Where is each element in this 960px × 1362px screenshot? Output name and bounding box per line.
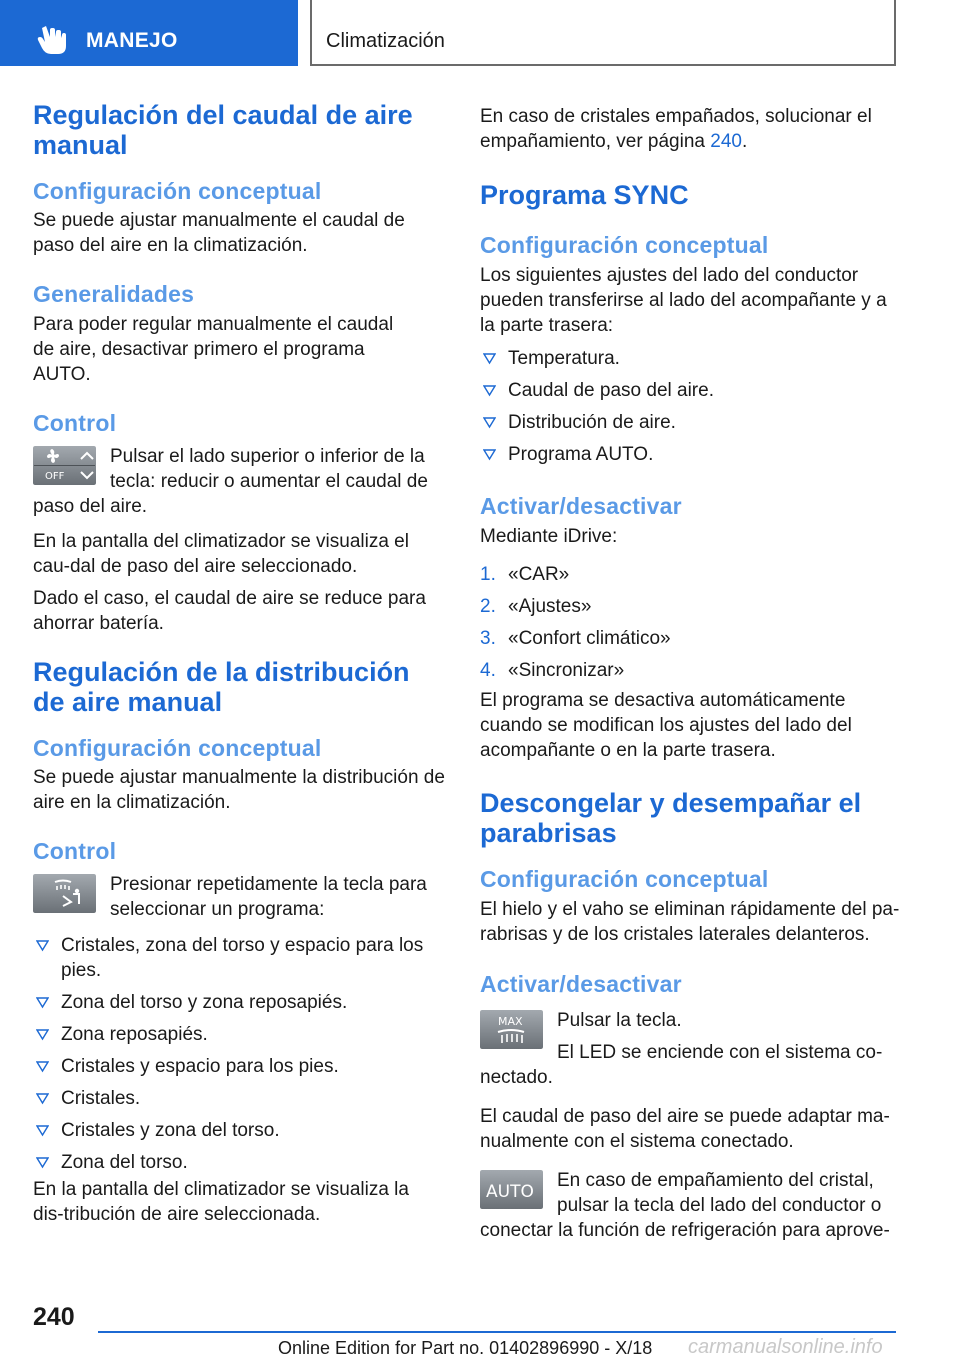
edition-text: Online Edition for Part no. 01402896990 - X/18 — [278, 1338, 653, 1358]
para-led: El LED se enciende con el sistema co-nectado. — [480, 1042, 883, 1088]
para-auto: En caso de empañamiento del cristal, pulsar la tecla del lado del conductor o conectar la función de refrigeración para aprove- — [480, 1170, 890, 1241]
list-item: Cristales, zona del torso y espacio para los pies. — [33, 933, 447, 983]
para-pantalla-1: En la pantalla del climatizador se visualiza el cau-dal de paso del aire seleccionado. — [33, 531, 409, 577]
footer-divider — [98, 1331, 896, 1333]
watermark: carmanualsonline.info — [688, 1336, 883, 1358]
max-key-paragraph — [480, 1008, 900, 1090]
chapter-title-box — [310, 0, 896, 66]
auto-key-icon — [480, 1170, 543, 1209]
left-column — [33, 100, 447, 1227]
subheading-sync-concept: Configuración conceptual — [480, 232, 769, 258]
sync-list — [480, 346, 900, 467]
heading-caudal-manual: Regulación del caudal de aire manual — [33, 100, 413, 160]
page-header — [0, 0, 960, 66]
section-label: MANEJO — [86, 29, 178, 52]
list-item: Zona del torso. — [33, 1150, 447, 1175]
max-defrost-key-icon — [480, 1010, 543, 1049]
subheading-control-1: Control — [33, 410, 117, 436]
right-column — [480, 104, 900, 1243]
list-item: 2. «Ajustes» — [480, 596, 592, 617]
fan-key-paragraph — [33, 444, 447, 519]
idrive-steps — [480, 562, 900, 683]
fan-speed-key-icon — [33, 446, 96, 485]
para-sync-concept: Los siguientes ajustes del lado del conductor pueden transferirse al lado del acompañante y a la parte trasera: — [480, 265, 887, 336]
list-item: Cristales. — [33, 1086, 447, 1111]
svg-text:OFF: OFF — [45, 471, 65, 482]
triangle-bullet-icon — [36, 1027, 49, 1041]
para-descong-concept: El hielo y el vaho se eliminan rápidamente del pa-rabrisas y de los cristales laterales delanteros. — [480, 899, 900, 945]
para-control-2: Presionar repetidamente la tecla para seleccionar un programa: — [110, 874, 427, 920]
list-item: Caudal de paso del aire. — [480, 378, 900, 403]
triangle-bullet-icon — [483, 383, 496, 397]
page-number: 240 — [33, 1303, 75, 1331]
para-generalidades: Para poder regular manualmente el caudal de aire, desactivar primero el programa AUTO. — [33, 314, 394, 385]
heading-distribucion: Regulación de la distribución de aire manual — [33, 657, 410, 717]
hand-pointer-icon — [36, 24, 70, 56]
list-item: Zona del torso y zona reposapiés. — [33, 990, 447, 1015]
para-pantalla-2: En la pantalla del climatizador se visualiza la dis-tribución de aire seleccionada. — [33, 1179, 409, 1225]
para-dado-caso: Dado el caso, el caudal de aire se reduce para ahorrar batería. — [33, 588, 426, 634]
subheading-generalidades: Generalidades — [33, 281, 195, 307]
triangle-bullet-icon — [36, 995, 49, 1009]
subheading-activar-1: Activar/desactivar — [480, 493, 682, 519]
subheading-control-2: Control — [33, 838, 117, 864]
subheading-distrib-concept: Configuración conceptual — [33, 735, 322, 761]
chapter-title: Climatización — [326, 30, 445, 52]
air-distribution-key-icon — [33, 874, 96, 913]
list-item: 4. «Sincronizar» — [480, 660, 625, 681]
para-caudal-concept: Se puede ajustar manualmente el caudal de paso del aire en la climatización. — [33, 210, 405, 256]
svg-text:AUTO: AUTO — [486, 1182, 534, 1202]
triangle-bullet-icon — [36, 1059, 49, 1073]
para-control-1: Pulsar el lado superior o inferior de la tecla: reducir o aumentar el caudal de paso del aire. — [33, 446, 428, 517]
list-item: 3. «Confort climático» — [480, 628, 671, 649]
page-reference-link[interactable]: 240 — [710, 131, 742, 152]
distribution-key-paragraph — [33, 872, 447, 922]
list-item: Cristales y zona del torso. — [33, 1118, 447, 1143]
para-empanados: En caso de cristales empañados, solucionar el empañamiento, ver página 240. — [480, 106, 872, 152]
list-item: Distribución de aire. — [480, 410, 900, 435]
program-list — [33, 933, 447, 1175]
para-idrive: Mediante iDrive: — [480, 526, 618, 547]
heading-sync: Programa SYNC — [480, 180, 689, 210]
heading-descongelar: Descongelar y desempañar el parabrisas — [480, 788, 862, 848]
subheading-activar-2: Activar/desactivar — [480, 971, 682, 997]
list-item: Zona reposapiés. — [33, 1022, 447, 1047]
triangle-bullet-icon — [36, 938, 49, 952]
triangle-bullet-icon — [483, 447, 496, 461]
list-item: Temperatura. — [480, 346, 900, 371]
svg-text:MAX: MAX — [498, 1015, 523, 1028]
list-item: Cristales y espacio para los pies. — [33, 1054, 447, 1079]
triangle-bullet-icon — [36, 1123, 49, 1137]
para-sync-off: El programa se desactiva automáticamente cuando se modifican los ajustes del lado del acompañante o en la parte trasera. — [480, 690, 852, 761]
triangle-bullet-icon — [36, 1091, 49, 1105]
list-item: Programa AUTO. — [480, 442, 900, 467]
auto-key-paragraph — [480, 1168, 900, 1243]
para-caudal-adapt: El caudal de paso del aire se puede adaptar ma-nualmente con el sistema conectado. — [480, 1106, 890, 1152]
subheading-caudal-concept: Configuración conceptual — [33, 178, 322, 204]
triangle-bullet-icon — [36, 1155, 49, 1169]
triangle-bullet-icon — [483, 351, 496, 365]
para-distrib-concept: Se puede ajustar manualmente la distribución de aire en la climatización. — [33, 767, 445, 813]
subheading-descong-concept: Configuración conceptual — [480, 866, 769, 892]
list-item: 1. «CAR» — [480, 564, 570, 585]
triangle-bullet-icon — [483, 415, 496, 429]
section-tab — [0, 0, 298, 66]
para-pulsar-tecla: Pulsar la tecla. — [557, 1010, 682, 1031]
